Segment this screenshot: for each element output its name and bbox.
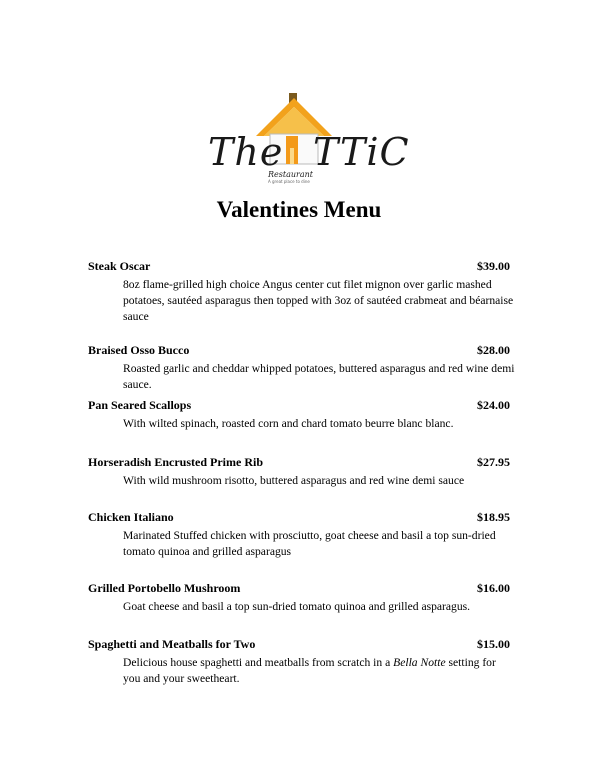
item-price: $16.00	[477, 581, 510, 595]
item-price: $18.95	[477, 510, 510, 524]
item-name: Braised Osso Bucco	[88, 343, 190, 357]
item-name: Chicken Italiano	[88, 510, 174, 524]
item-name: Horseradish Encrusted Prime Rib	[88, 455, 263, 469]
item-price: $28.00	[477, 343, 510, 357]
item-price: $39.00	[477, 259, 510, 273]
item-description: With wild mushroom risotto, buttered asparagus and red wine demi sauce	[123, 474, 465, 487]
menu-item	[88, 398, 510, 432]
item-description: Marinated Stuffed chicken with prosciutto, goat cheese and basil a top sun-dried tomato quinoa and grilled asparagus	[123, 529, 496, 558]
item-description: Roasted garlic and cheddar whipped potatoes, buttered asparagus and red wine demi sauce.	[123, 362, 515, 391]
menu-title: Valentines Menu	[216, 197, 382, 222]
logo-text-left: The	[208, 130, 284, 174]
menu-item	[88, 259, 514, 325]
item-description: Goat cheese and basil a top sun-dried tomato quinoa and grilled asparagus.	[123, 600, 471, 613]
item-description: With wilted spinach, roasted corn and chard tomato beurre blanc blanc.	[123, 417, 454, 430]
item-description-italic: Bella Notte	[393, 656, 446, 669]
menu-item	[88, 343, 515, 393]
item-price: $15.00	[477, 637, 510, 651]
menu-item	[88, 510, 510, 560]
item-name: Pan Seared Scallops	[88, 398, 192, 412]
logo-text-right: TTiC	[313, 130, 410, 174]
item-price: $24.00	[477, 398, 510, 412]
menu-item	[88, 455, 510, 489]
menu-item	[88, 637, 510, 687]
menu-item	[88, 581, 510, 615]
item-description: 8oz flame-grilled high choice Angus center cut filet mignon over garlic mashed potatoes, sautéed asparagus then topped with 3oz of sautéed crabmeat and béarnaise sauce	[123, 278, 514, 323]
item-description-text: setting for you and your sweetheart.	[123, 656, 496, 685]
restaurant-logo	[0, 90, 598, 195]
item-name: Spaghetti and Meatballs for Two	[88, 637, 256, 651]
item-name: Grilled Portobello Mushroom	[88, 581, 241, 595]
item-name: Steak Oscar	[88, 259, 151, 273]
logo-subtitle: Restaurant	[268, 170, 313, 179]
logo-tagline: A great place to dine	[268, 179, 310, 184]
item-description	[123, 655, 515, 687]
item-price: $27.95	[477, 455, 510, 469]
item-description-text: Delicious house spaghetti and meatballs from scratch in a	[123, 656, 394, 669]
